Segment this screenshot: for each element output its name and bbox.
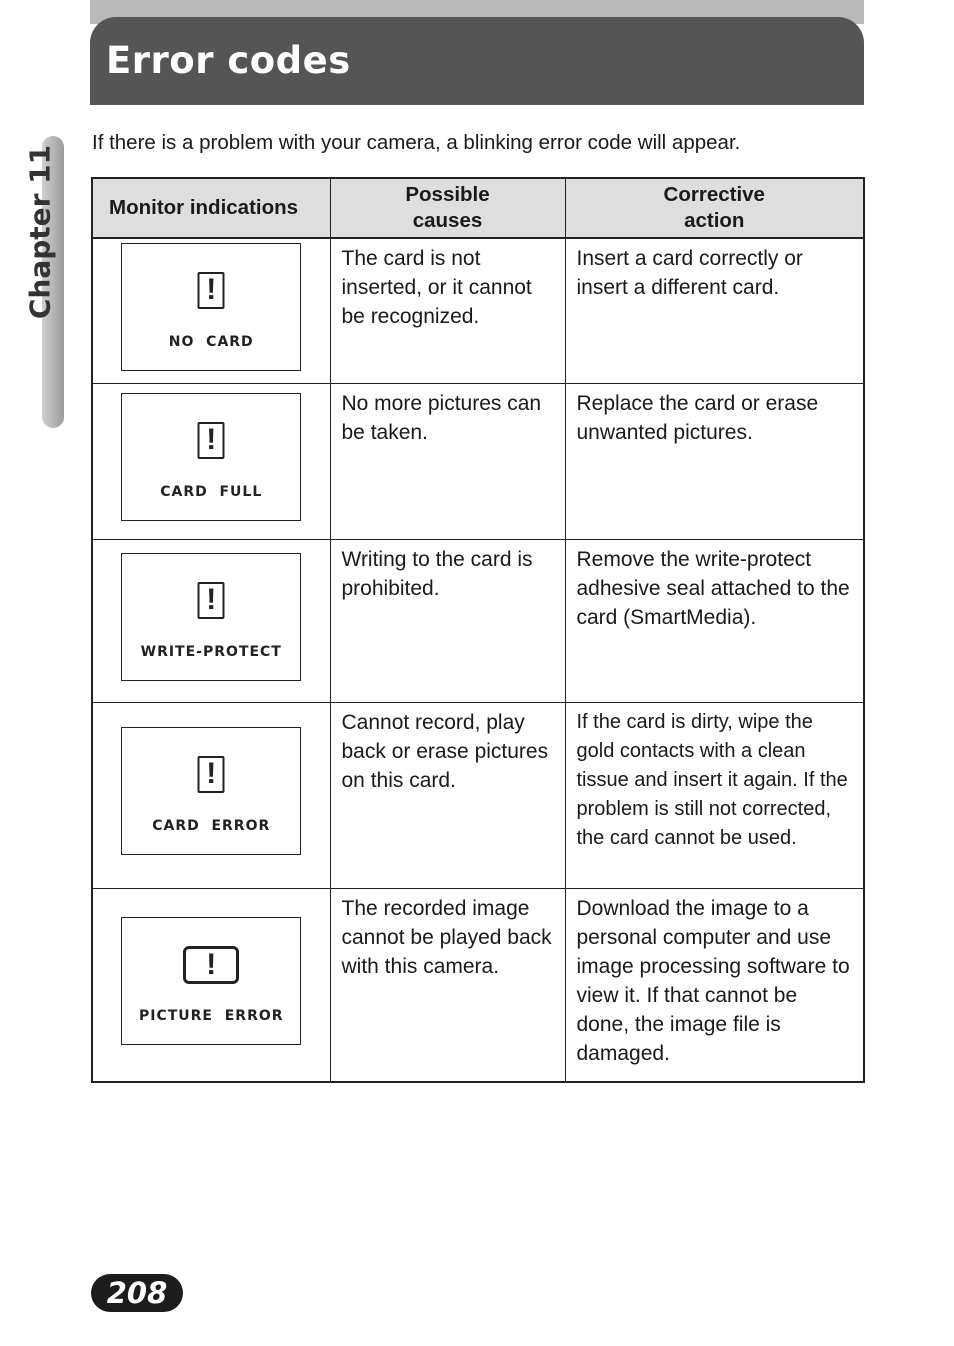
warning-card-icon: !: [198, 422, 225, 459]
monitor-cell: [92, 702, 330, 888]
table-row: [92, 238, 864, 383]
monitor-screen: [121, 553, 301, 681]
chapter-label: Chapter 11: [23, 144, 57, 320]
table-row: [92, 888, 864, 1082]
warning-card-icon: !: [198, 582, 225, 619]
monitor-cell: [92, 539, 330, 702]
monitor-screen: [121, 243, 301, 371]
monitor-cell: [92, 238, 330, 383]
warning-picture-icon: !: [183, 946, 239, 984]
warning-card-icon: !: [198, 756, 225, 793]
cause-cell: The card is not inserted, or it cannot be recognized.: [330, 238, 565, 383]
action-cell: Download the image to a personal computer and use image processing software to view it. If that cannot be done, the image file is damaged.: [565, 888, 864, 1082]
action-cell: If the card is dirty, wipe the gold contacts with a clean tissue and insert it again. If the problem is still not corrected, the card cannot be used.: [565, 702, 864, 888]
header-possible-causes: Possible causes: [330, 178, 565, 238]
table-row: [92, 702, 864, 888]
error-codes-table: [91, 177, 865, 1083]
action-cell: Insert a card correctly or insert a different card.: [565, 238, 864, 383]
cause-cell: Cannot record, play back or erase pictures on this card.: [330, 702, 565, 888]
warning-card-icon: !: [198, 272, 225, 309]
monitor-cell: [92, 383, 330, 539]
cause-cell: The recorded image cannot be played back with this camera.: [330, 888, 565, 1082]
table-header-row: [92, 178, 864, 238]
header-corrective-action: Corrective action: [565, 178, 864, 238]
cause-cell: Writing to the card is prohibited.: [330, 539, 565, 702]
monitor-cell: [92, 888, 330, 1082]
monitor-message: NO CARD: [168, 333, 254, 350]
monitor-message: CARD ERROR: [152, 818, 271, 834]
monitor-screen: [121, 393, 301, 521]
monitor-screen: [121, 917, 301, 1045]
monitor-screen: [121, 727, 301, 855]
table-row: [92, 383, 864, 539]
header-monitor-indications: Monitor indications: [92, 178, 330, 238]
page-number-badge: 208: [91, 1274, 183, 1312]
action-cell: Replace the card or erase unwanted pictures.: [565, 383, 864, 539]
table-row: [92, 539, 864, 702]
cause-cell: No more pictures can be taken.: [330, 383, 565, 539]
action-cell: Remove the write-protect adhesive seal attached to the card (SmartMedia).: [565, 539, 864, 702]
page-title: Error codes: [106, 39, 351, 82]
title-bar: [90, 17, 864, 105]
intro-text: If there is a problem with your camera, a blinking error code will appear.: [92, 131, 741, 154]
monitor-message: PICTURE ERROR: [138, 1007, 284, 1024]
monitor-message: WRITE-PROTECT: [140, 643, 282, 660]
monitor-message: CARD FULL: [160, 484, 263, 500]
